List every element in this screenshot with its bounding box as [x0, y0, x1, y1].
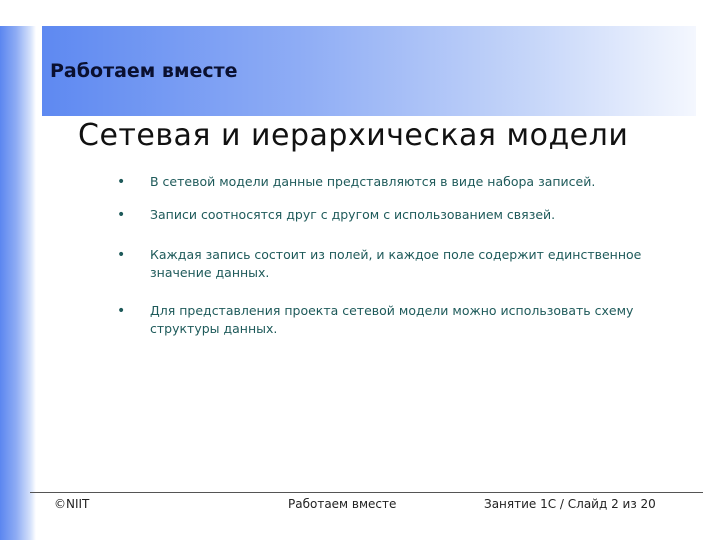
- footer-copyright: ©NIIT: [54, 497, 90, 511]
- bullet-dot-icon: •: [117, 207, 126, 223]
- footer-course-title: Работаем вместе: [288, 497, 397, 511]
- slide-title: Сетевая и иерархическая модели: [78, 118, 629, 153]
- bullet-dot-icon: •: [117, 247, 126, 263]
- bullet-text: В сетевой модели данные представляются в виде набора записей.: [150, 174, 596, 189]
- bullet-text: Записи соотносятся друг с другом с использованием связей.: [150, 207, 556, 222]
- bullet-dot-icon: •: [117, 303, 126, 319]
- footer-divider: [30, 492, 703, 493]
- left-gradient-bar: [0, 26, 36, 540]
- footer-slide-number: Занятие 1C / Слайд 2 из 20: [484, 497, 656, 511]
- bullet-text: Для представления проекта сетевой модели можно использовать схему структуры данных.: [150, 303, 634, 336]
- bullet-text: Каждая запись состоит из полей, и каждое поле содержит единственное значение данных.: [150, 247, 642, 280]
- bullet-dot-icon: •: [117, 174, 126, 190]
- header-title: Работаем вместе: [50, 60, 238, 82]
